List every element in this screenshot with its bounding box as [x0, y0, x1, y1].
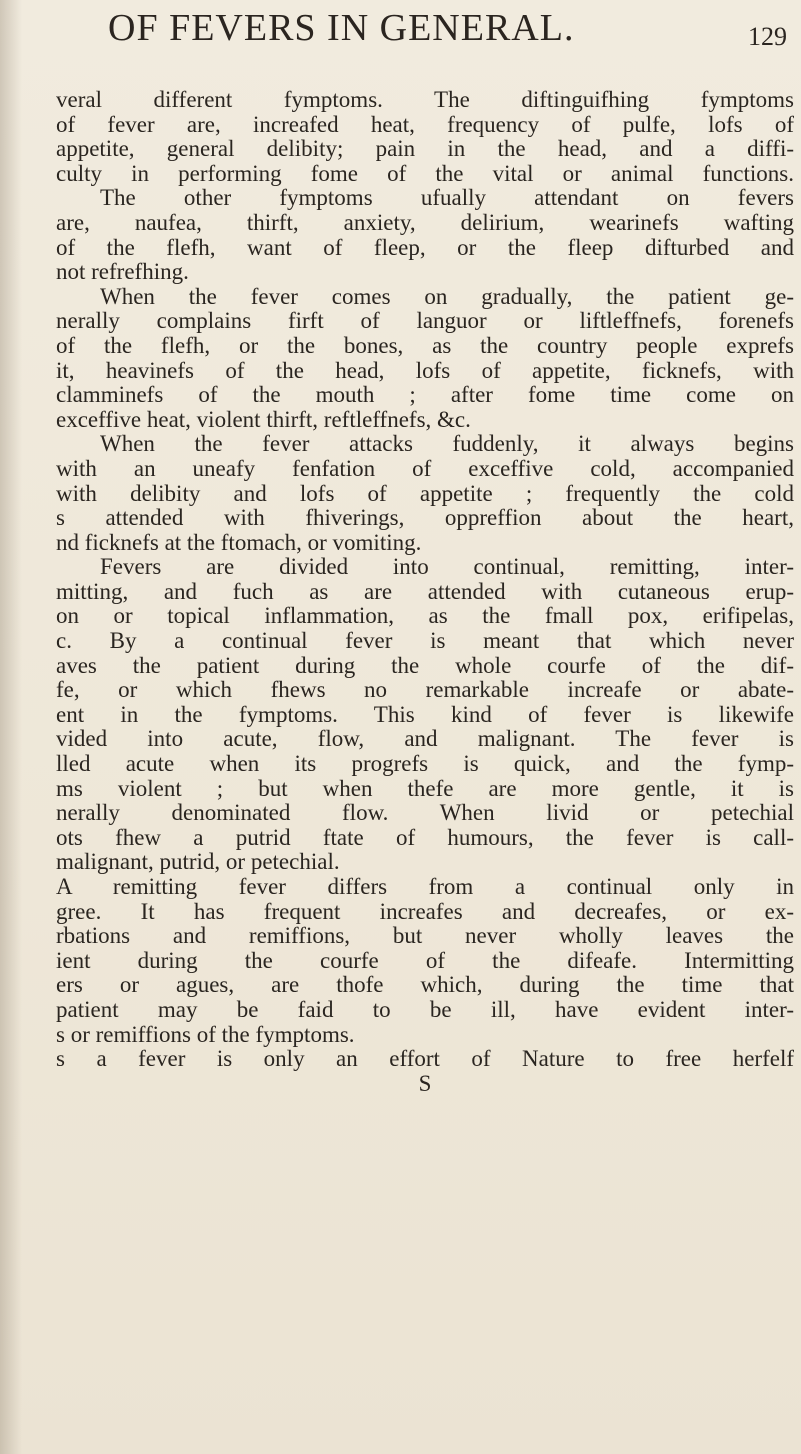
text-line: s attended with fhiverings, oppreffion about the heart,	[56, 506, 794, 531]
text-line: Fevers are divided into continual, remitting, inter-	[100, 555, 794, 580]
text-line: nd ficknefs at the ftomach, or vomiting.	[56, 530, 422, 555]
text-line: nerally denominated flow. When livid or petechial	[56, 801, 794, 826]
text-line: not refrefhing.	[56, 260, 189, 285]
catchword: S	[418, 1071, 432, 1096]
page-number: 129	[748, 22, 787, 51]
text-line: it, heavinefs of the head, lofs of appetite, ficknefs, with	[56, 358, 794, 383]
text-line: of the flefh, want of fleep, or the fleep difturbed and	[56, 235, 794, 260]
body-text	[56, 88, 794, 1096]
text-line: culty in performing fome of the vital or animal functions.	[56, 161, 794, 186]
text-line: When the fever attacks fuddenly, it always begins	[100, 432, 794, 457]
text-line: mitting, and fuch as are attended with cutaneous erup-	[56, 579, 794, 604]
text-line: When the fever comes on gradually, the patient ge-	[100, 284, 794, 309]
text-line: s a fever is only an effort of Nature to free herfelf	[56, 1047, 794, 1072]
text-line: are, naufea, thirft, anxiety, delirium, wearinefs wafting	[56, 210, 794, 235]
gutter-shadow	[0, 0, 22, 1454]
text-line: ers or agues, are thofe which, during the time that	[56, 973, 794, 998]
text-line: gree. It has frequent increafes and decreafes, or ex-	[56, 899, 794, 924]
text-line: ms violent ; but when thefe are more gentle, it is	[56, 776, 794, 801]
text-line: appetite, general delibity; pain in the head, and a diffi-	[56, 137, 794, 162]
text-line: veral different fymptoms. The diftinguifhing fymptoms	[56, 88, 794, 112]
text-line: with delibity and lofs of appetite ; frequently the cold	[56, 481, 794, 506]
text-line: with an uneafy fenfation of exceffive cold, accompanied	[56, 456, 794, 481]
text-line: rbations and remiffions, but never wholly leaves the	[56, 924, 794, 949]
text-line: exceffive heat, violent thirft, reftleffnefs, &c.	[56, 407, 471, 432]
text-line: vided into acute, flow, and malignant. The fever is	[56, 727, 794, 752]
text-line: fe, or which fhews no remarkable increafe or abate-	[56, 678, 794, 703]
text-line: aves the patient during the whole courfe of the dif-	[56, 653, 794, 678]
text-line: s or remiffions of the fymptoms.	[56, 1022, 355, 1047]
text-line: A remitting fever differs from a continual only in	[56, 875, 794, 899]
text-line: nerally complains firft of languor or liftleffnefs, forenefs	[56, 309, 794, 334]
text-line: The other fymptoms ufually attendant on fevers	[100, 186, 794, 211]
text-line: of fever are, increafed heat, frequency of pulfe, lofs of	[56, 112, 794, 137]
text-line: clamminefs of the mouth ; after fome time come on	[56, 383, 794, 408]
text-line: of the flefh, or the bones, as the country people exprefs	[56, 333, 794, 358]
text-line: ient during the courfe of the difeafe. Intermitting	[56, 948, 794, 973]
text-line: on or topical inflammation, as the fmall pox, erifipelas,	[56, 604, 794, 629]
text-line: ots fhew a putrid ftate of humours, the fever is call-	[56, 825, 794, 850]
text-line: ent in the fymptoms. This kind of fever is likewife	[56, 702, 794, 727]
running-head: OF FEVERS IN GENERAL.	[108, 7, 575, 49]
text-line: malignant, putrid, or petechial.	[56, 850, 340, 875]
text-line: lled acute when its progrefs is quick, and the fymp-	[56, 752, 794, 777]
text-line: patient may be faid to be ill, have evident inter-	[56, 997, 794, 1022]
text-line: c. By a continual fever is meant that which never	[56, 629, 794, 654]
